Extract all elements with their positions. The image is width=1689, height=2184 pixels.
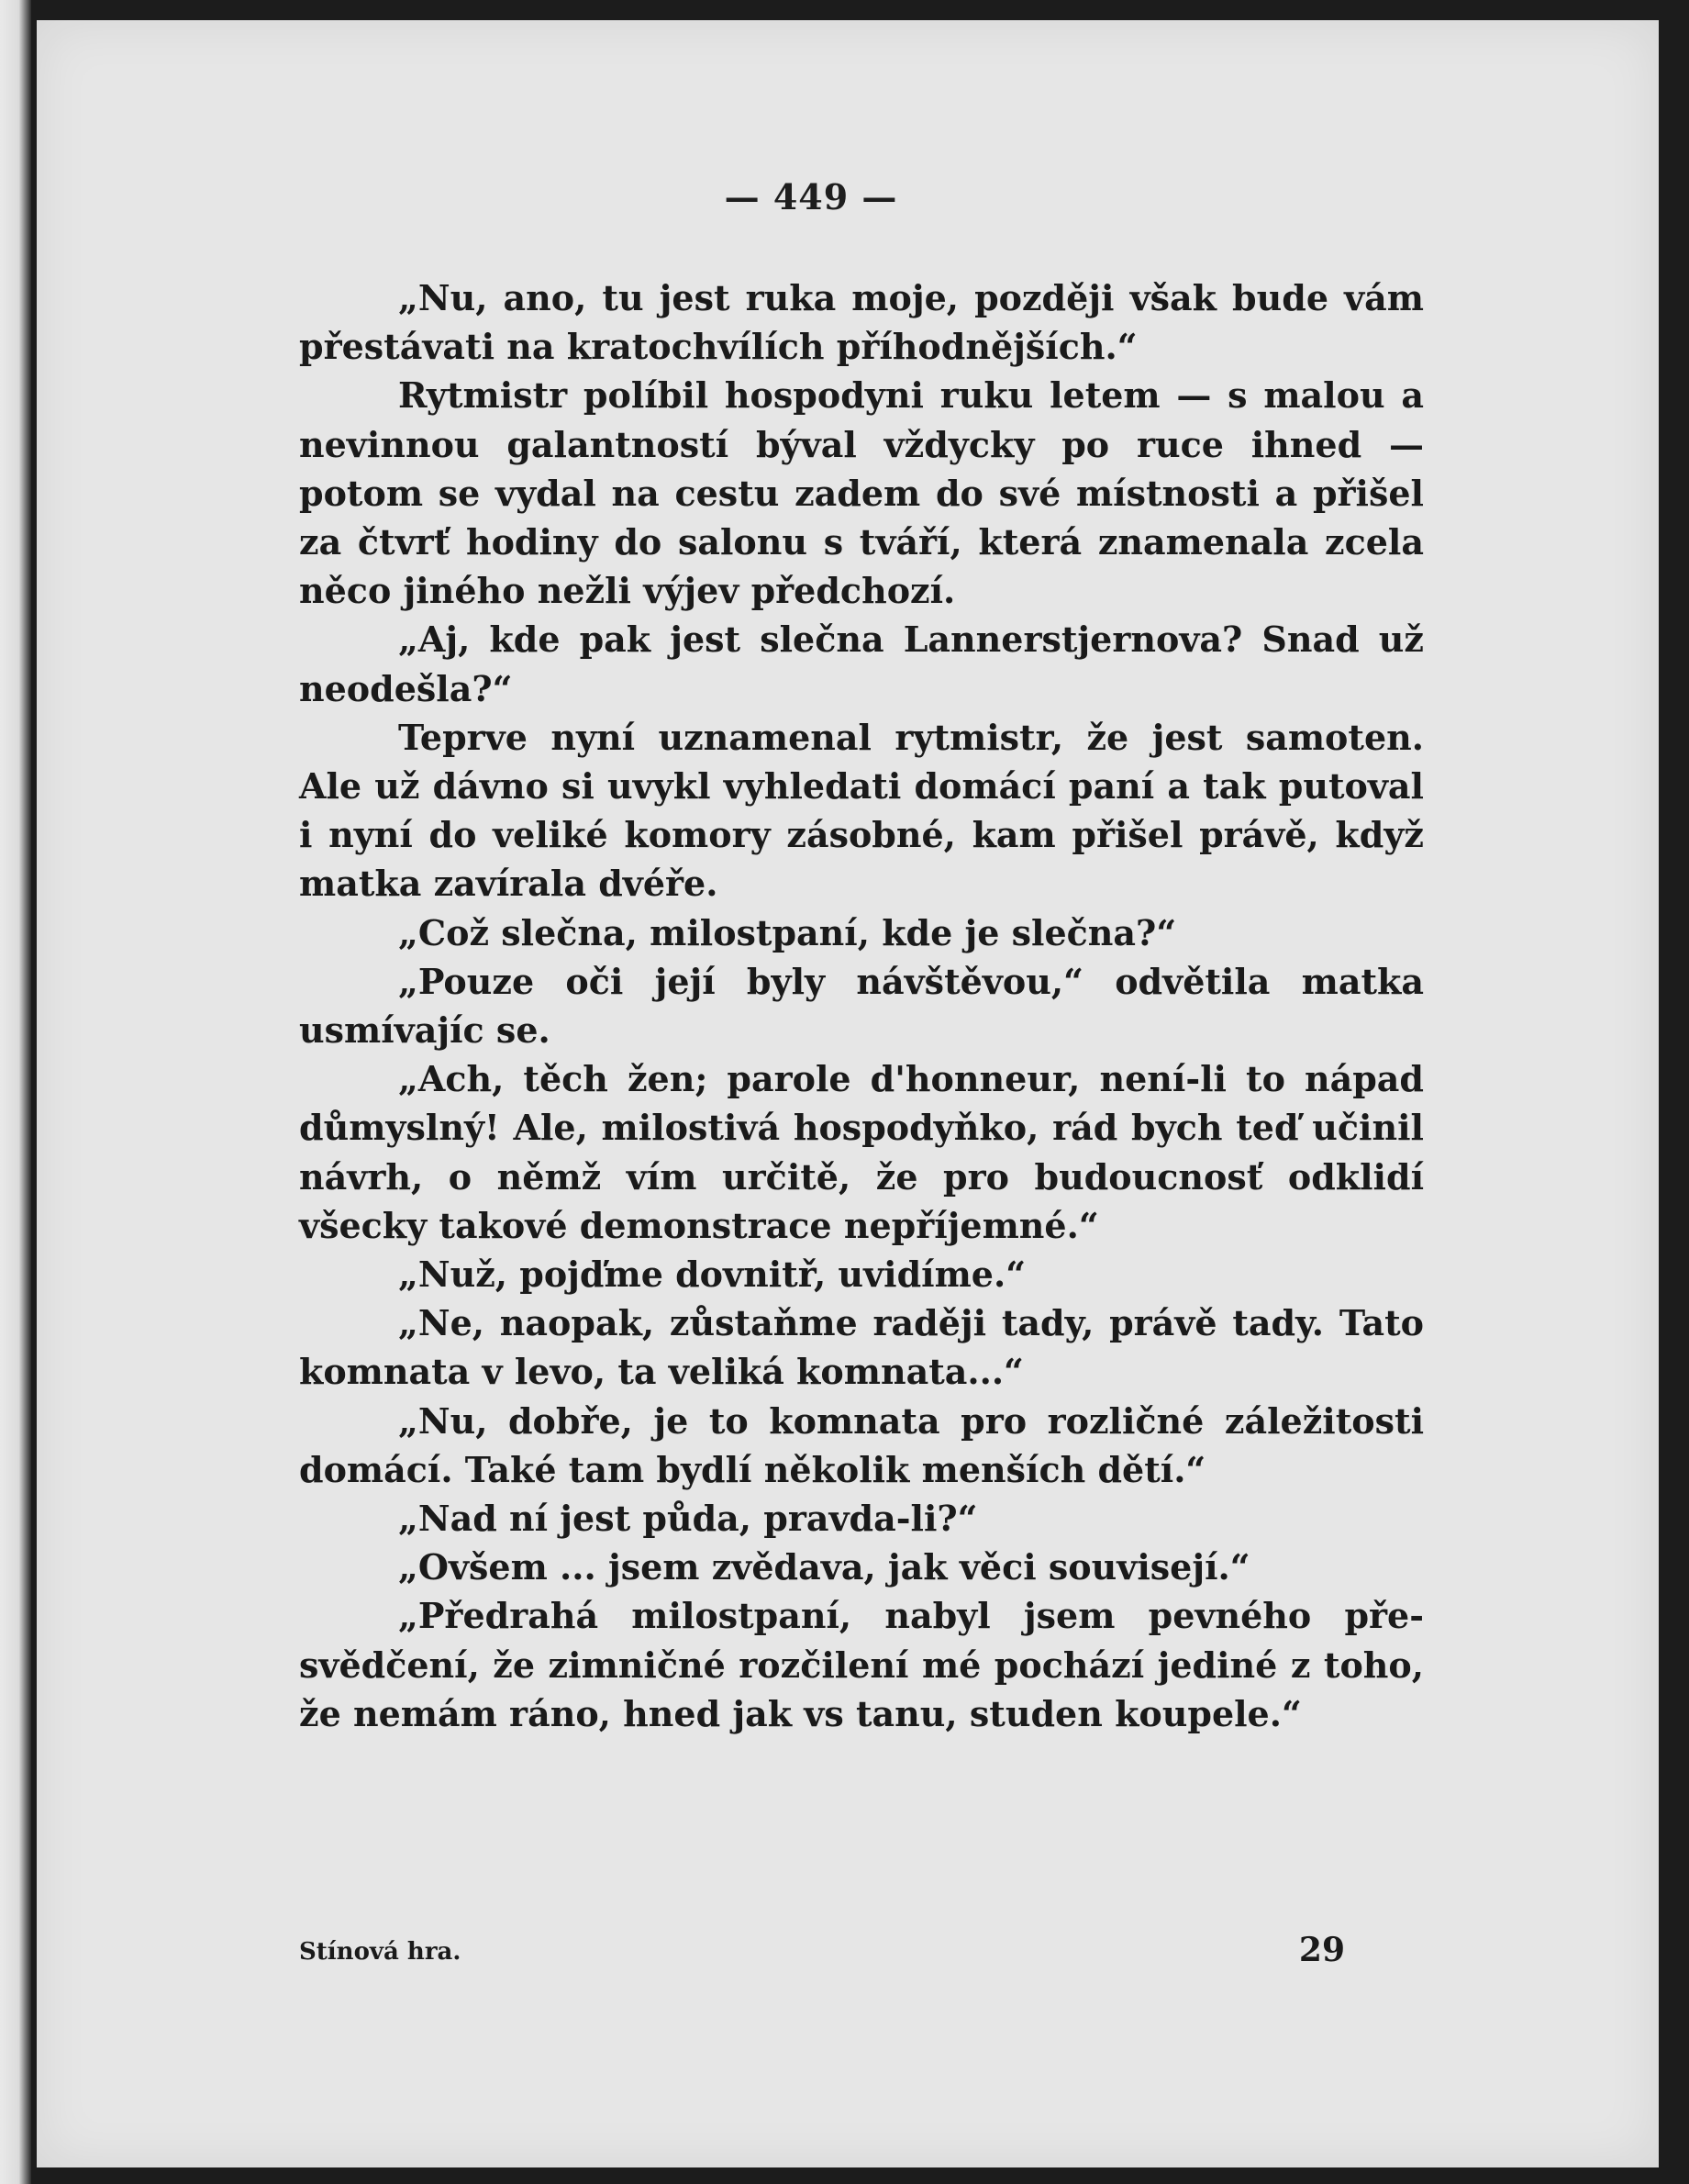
paragraph: „Ach, těch žen; parole d'honneur, není-li to nápad důmyslný! Ale, milostivá hospodyňko, rád bych teď učinil návrh, o němž vím určitě, že pro budoucnosť odklidí všecky takové demonstrace nepříjemné.“ (299, 1058, 1424, 1246)
paragraph: „Což slečna, milostpaní, kde je slečna?“ (398, 911, 1177, 953)
page-footer (299, 1931, 1345, 1977)
paragraph: Rytmistr políbil hospodyni ruku letem — s malou a nevinnou galantností býval vždycky po ruce ihned — potom se vydal na cestu zadem do své místnosti a přišel za čtvrť hodiny do salonu s tváří, která znamenala zcela něco jiného nežli výjev předchozí. (299, 374, 1424, 612)
paragraph: „Nu, dobře, je to komnata pro rozličné záležitosti domácí. Také tam bydlí několik menších dětí.“ (299, 1399, 1424, 1490)
paragraph: „Nu, ano, tu jest ruka moje, později však bude vám přestávati na kratochvílích příhodnějších.“ (299, 277, 1424, 368)
paragraph: „Nad ní jest půda, pravda-li?“ (398, 1498, 978, 1540)
paragraph: „Předrahá milostpaní, nabyl jsem pevného přesvědčení, že zimničné rozčilení mé pochází jediné z toho, že nemám ráno, hned jak vs tanu, studen koupele.“ (299, 1595, 1424, 1734)
paragraph: „Aj, kde pak jest slečna Lannerstjernova? Snad už neodešla?“ (299, 618, 1424, 709)
paragraph: „Pouze oči její byly návštěvou,“ odvětila matka usmívajíc se. (299, 960, 1424, 1052)
paragraph: Teprve nyní uznamenal rytmistr, že jest samoten. Ale už dávno si uvykl vyhledati domácí paní a tak putoval i nyní do veliké komory zásobné, kam přišel právě, když matka zavírala dvéře. (299, 716, 1424, 905)
body-text (299, 273, 1424, 1738)
paragraph: „Nuž, pojďme dovnitř, uvidíme.“ (398, 1254, 1027, 1296)
adjacent-page-edge (0, 0, 31, 2184)
book-signature: Stínová hra. (299, 1938, 461, 1966)
book-page (37, 20, 1659, 2167)
page-number: — 449 — (724, 176, 898, 217)
sheet-number: 29 (1298, 1931, 1345, 1969)
paragraph: „Ovšem ... jsem zvědava, jak věci souvisejí.“ (398, 1546, 1250, 1588)
paragraph: „Ne, naopak, zůstaňme raději tady, právě tady. Tato komnata v levo, ta veliká komnata...“ (299, 1302, 1424, 1393)
